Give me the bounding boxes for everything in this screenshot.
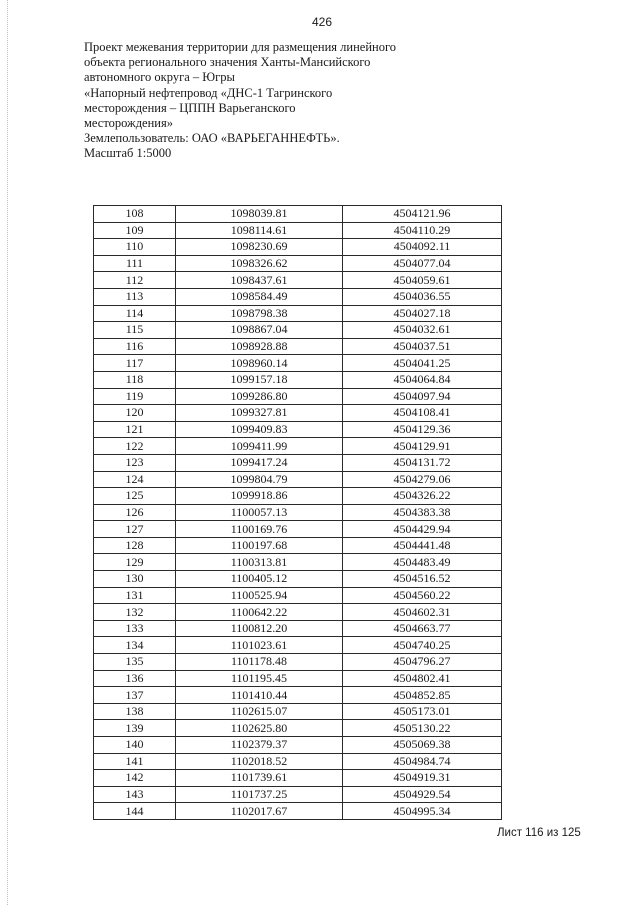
x-coordinate-cell: 1099411.99 [176,438,343,455]
y-coordinate-cell: 4504919.31 [343,770,502,787]
header-line: объекта регионального значения Ханты-Мансийского [84,55,371,70]
coordinates-table-body [94,206,502,820]
y-coordinate-cell: 4504852.85 [343,687,502,704]
x-coordinate-cell: 1098798.38 [176,305,343,322]
x-coordinate-cell: 1098114.61 [176,222,343,239]
table-row [94,687,502,704]
point-number-cell: 143 [94,786,176,803]
point-number-cell: 108 [94,206,176,223]
x-coordinate-cell: 1100642.22 [176,604,343,621]
point-number-cell: 120 [94,405,176,422]
point-number-cell: 124 [94,471,176,488]
point-number-cell: 123 [94,454,176,471]
x-coordinate-cell: 1101739.61 [176,770,343,787]
point-number-cell: 110 [94,239,176,256]
table-row [94,620,502,637]
point-number-cell: 109 [94,222,176,239]
point-number-cell: 126 [94,504,176,521]
point-number-cell: 144 [94,803,176,820]
point-number-cell: 118 [94,371,176,388]
coordinates-table-wrapper [93,205,502,820]
y-coordinate-cell: 4504326.22 [343,488,502,505]
point-number-cell: 131 [94,587,176,604]
table-row [94,637,502,654]
y-coordinate-cell: 4505173.01 [343,703,502,720]
y-coordinate-cell: 4504383.38 [343,504,502,521]
x-coordinate-cell: 1100812.20 [176,620,343,637]
table-row [94,388,502,405]
table-row [94,371,502,388]
y-coordinate-cell: 4504663.77 [343,620,502,637]
y-coordinate-cell: 4504279.06 [343,471,502,488]
y-coordinate-cell: 4504092.11 [343,239,502,256]
point-number-cell: 111 [94,255,176,272]
table-row [94,454,502,471]
y-coordinate-cell: 4504129.36 [343,421,502,438]
y-coordinate-cell: 4504037.51 [343,338,502,355]
y-coordinate-cell: 4504602.31 [343,604,502,621]
header-line: автономного округа – Югры [84,70,235,85]
table-row [94,255,502,272]
table-row [94,786,502,803]
table-row [94,670,502,687]
y-coordinate-cell: 4504441.48 [343,537,502,554]
x-coordinate-cell: 1099804.79 [176,471,343,488]
header-line: Проект межевания территории для размещения линейного [84,40,397,54]
point-number-cell: 133 [94,620,176,637]
y-coordinate-cell: 4505130.22 [343,720,502,737]
table-row [94,338,502,355]
x-coordinate-cell: 1099157.18 [176,371,343,388]
header-line: месторождения» [84,116,173,131]
point-number-cell: 141 [94,753,176,770]
y-coordinate-cell: 4504121.96 [343,206,502,223]
point-number-cell: 128 [94,537,176,554]
x-coordinate-cell: 1102017.67 [176,803,343,820]
point-number-cell: 112 [94,272,176,289]
point-number-cell: 137 [94,687,176,704]
table-row [94,571,502,588]
binding-edge-decoration [7,0,9,905]
y-coordinate-cell: 4504429.94 [343,521,502,538]
table-row [94,288,502,305]
x-coordinate-cell: 1100169.76 [176,521,343,538]
point-number-cell: 115 [94,322,176,339]
x-coordinate-cell: 1098326.62 [176,255,343,272]
y-coordinate-cell: 4504032.61 [343,322,502,339]
y-coordinate-cell: 4504984.74 [343,753,502,770]
y-coordinate-cell: 4504064.84 [343,371,502,388]
table-row [94,272,502,289]
point-number-cell: 138 [94,703,176,720]
table-row [94,770,502,787]
point-number-cell: 140 [94,737,176,754]
x-coordinate-cell: 1099918.86 [176,488,343,505]
page-number: 426 [311,15,333,29]
header-line: Землепользователь: ОАО «ВАРЬЕГАННЕФТЬ». [84,131,340,146]
y-coordinate-cell: 4504077.04 [343,255,502,272]
table-row [94,322,502,339]
x-coordinate-cell: 1100197.68 [176,537,343,554]
y-coordinate-cell: 4504059.61 [343,272,502,289]
table-row [94,753,502,770]
x-coordinate-cell: 1098039.81 [176,206,343,223]
point-number-cell: 116 [94,338,176,355]
table-row [94,239,502,256]
x-coordinate-cell: 1100525.94 [176,587,343,604]
table-row [94,305,502,322]
x-coordinate-cell: 1101178.48 [176,654,343,671]
x-coordinate-cell: 1098928.88 [176,338,343,355]
x-coordinate-cell: 1101195.45 [176,670,343,687]
point-number-cell: 132 [94,604,176,621]
y-coordinate-cell: 4504108.41 [343,405,502,422]
x-coordinate-cell: 1102379.37 [176,737,343,754]
point-number-cell: 129 [94,554,176,571]
x-coordinate-cell: 1098867.04 [176,322,343,339]
y-coordinate-cell: 4504516.52 [343,571,502,588]
x-coordinate-cell: 1102615.07 [176,703,343,720]
x-coordinate-cell: 1102625.80 [176,720,343,737]
table-row [94,405,502,422]
x-coordinate-cell: 1100057.13 [176,504,343,521]
y-coordinate-cell: 4504796.27 [343,654,502,671]
table-row [94,537,502,554]
table-row [94,438,502,455]
point-number-cell: 125 [94,488,176,505]
table-row [94,421,502,438]
x-coordinate-cell: 1098230.69 [176,239,343,256]
point-number-cell: 142 [94,770,176,787]
x-coordinate-cell: 1100313.81 [176,554,343,571]
point-number-cell: 135 [94,654,176,671]
sheet-counter: Лист 116 из 125 [497,827,581,839]
table-row [94,737,502,754]
table-row [94,521,502,538]
y-coordinate-cell: 4504560.22 [343,587,502,604]
table-row [94,222,502,239]
point-number-cell: 139 [94,720,176,737]
document-header [84,40,424,162]
table-row [94,803,502,820]
x-coordinate-cell: 1099409.83 [176,421,343,438]
table-row [94,504,502,521]
x-coordinate-cell: 1099417.24 [176,454,343,471]
point-number-cell: 119 [94,388,176,405]
point-number-cell: 122 [94,438,176,455]
table-row [94,471,502,488]
y-coordinate-cell: 4505069.38 [343,737,502,754]
x-coordinate-cell: 1099286.80 [176,388,343,405]
table-row [94,654,502,671]
table-row [94,355,502,372]
y-coordinate-cell: 4504027.18 [343,305,502,322]
point-number-cell: 130 [94,571,176,588]
table-row [94,206,502,223]
table-row [94,604,502,621]
point-number-cell: 127 [94,521,176,538]
table-row [94,720,502,737]
y-coordinate-cell: 4504131.72 [343,454,502,471]
point-number-cell: 117 [94,355,176,372]
table-row [94,554,502,571]
table-row [94,703,502,720]
x-coordinate-cell: 1101410.44 [176,687,343,704]
x-coordinate-cell: 1101737.25 [176,786,343,803]
y-coordinate-cell: 4504097.94 [343,388,502,405]
y-coordinate-cell: 4504995.34 [343,803,502,820]
y-coordinate-cell: 4504929.54 [343,786,502,803]
point-number-cell: 121 [94,421,176,438]
y-coordinate-cell: 4504483.49 [343,554,502,571]
x-coordinate-cell: 1098437.61 [176,272,343,289]
x-coordinate-cell: 1100405.12 [176,571,343,588]
coordinates-table [93,205,502,820]
table-row [94,488,502,505]
x-coordinate-cell: 1098960.14 [176,355,343,372]
y-coordinate-cell: 4504129.91 [343,438,502,455]
y-coordinate-cell: 4504740.25 [343,637,502,654]
x-coordinate-cell: 1098584.49 [176,288,343,305]
header-line: «Напорный нефтепровод «ДНС-1 Тагринского [84,85,333,100]
y-coordinate-cell: 4504036.55 [343,288,502,305]
y-coordinate-cell: 4504041.25 [343,355,502,372]
header-line: месторождения – ЦППН Варьеганского [84,100,296,115]
x-coordinate-cell: 1101023.61 [176,637,343,654]
y-coordinate-cell: 4504802.41 [343,670,502,687]
point-number-cell: 136 [94,670,176,687]
table-row [94,587,502,604]
y-coordinate-cell: 4504110.29 [343,222,502,239]
point-number-cell: 114 [94,305,176,322]
x-coordinate-cell: 1102018.52 [176,753,343,770]
point-number-cell: 134 [94,637,176,654]
header-line: Масштаб 1:5000 [84,146,172,161]
point-number-cell: 113 [94,288,176,305]
x-coordinate-cell: 1099327.81 [176,405,343,422]
